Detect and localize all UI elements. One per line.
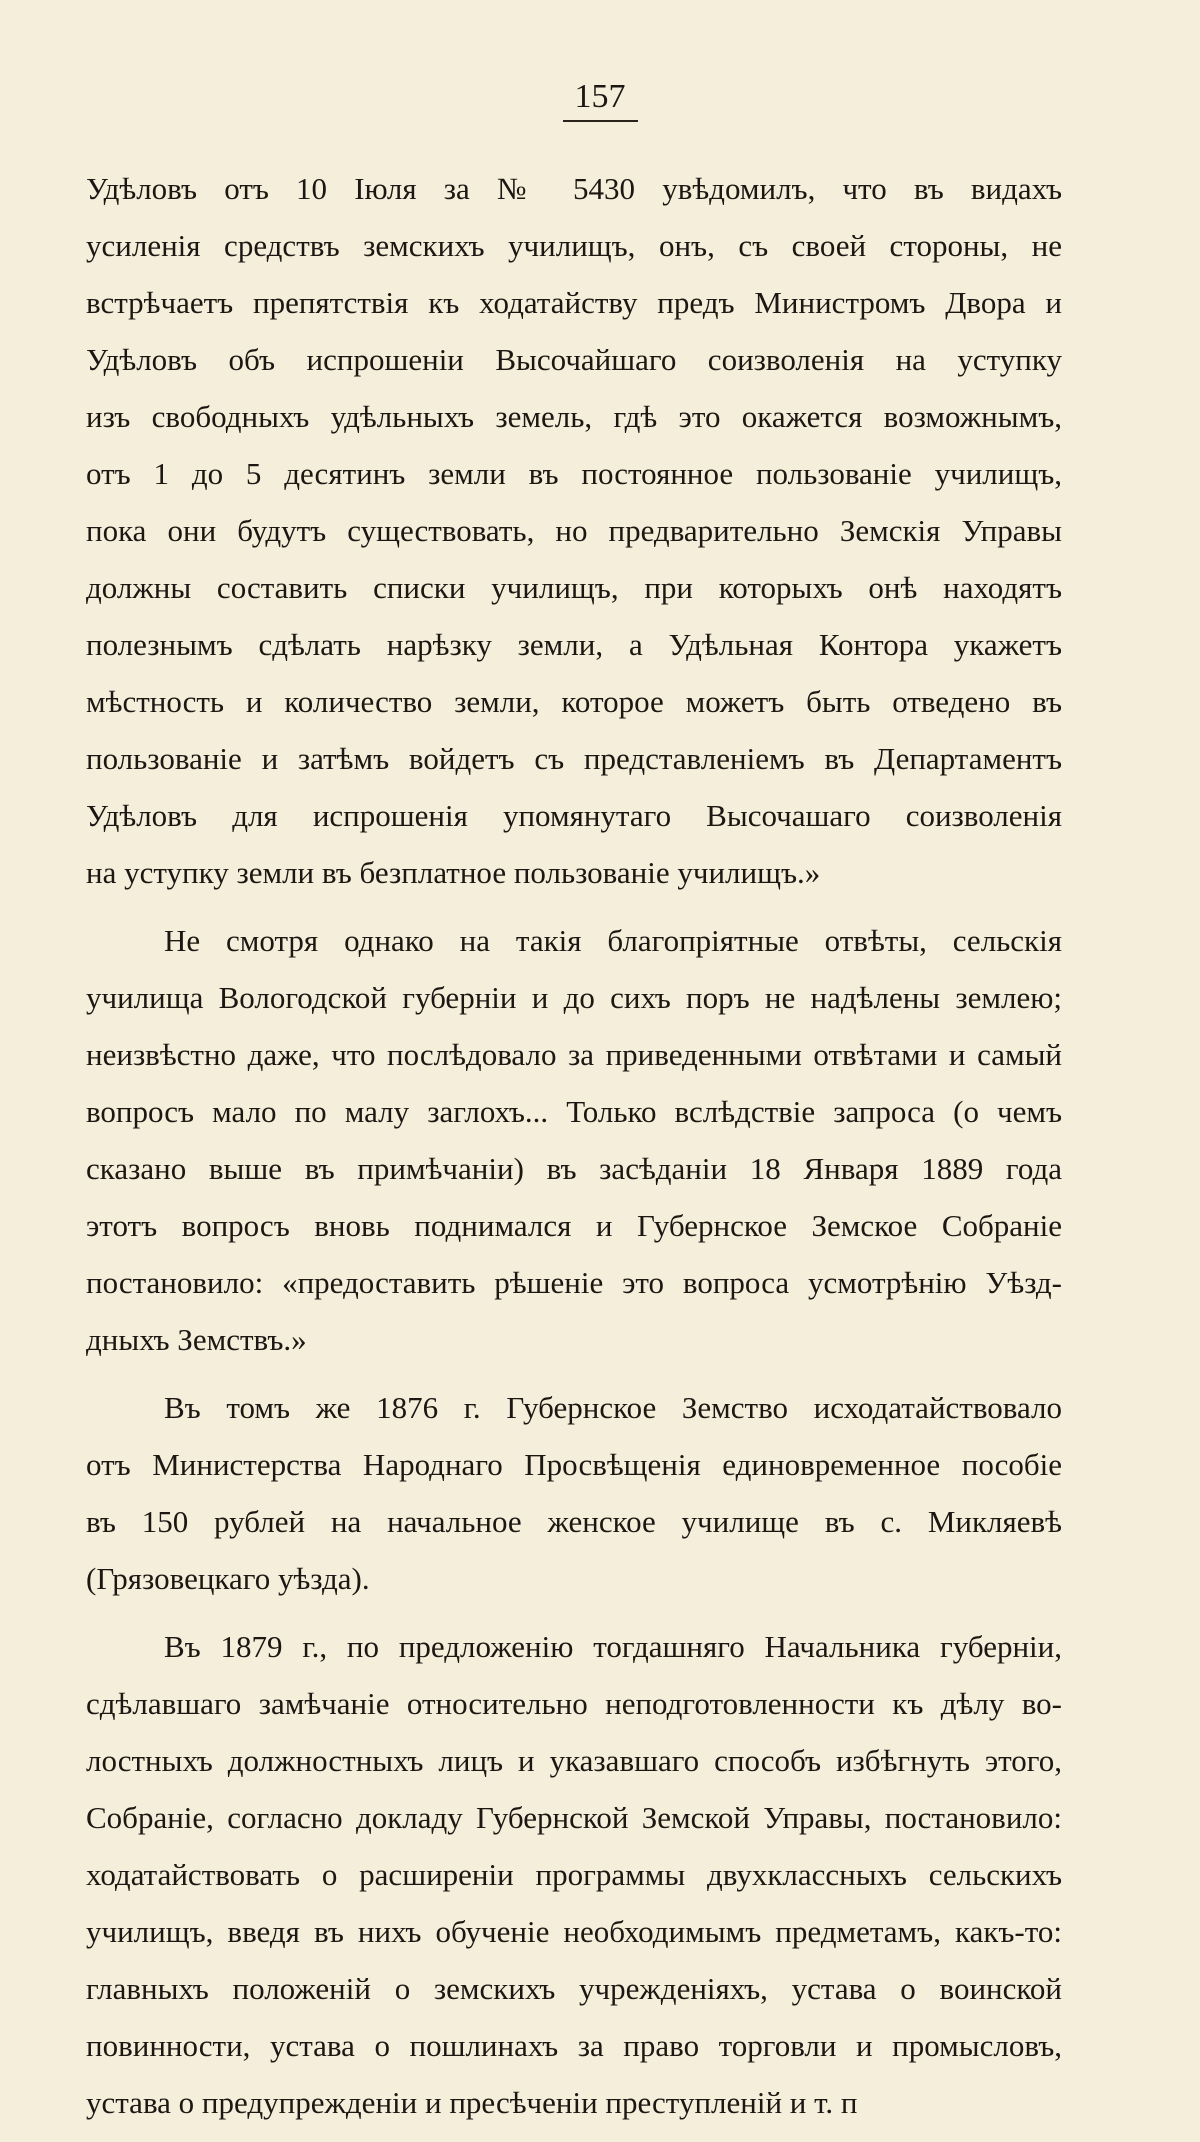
text-line: дныхъ Земствъ.» — [86, 1322, 307, 1357]
page-number-text: 157 — [563, 78, 638, 122]
text-line: ходатайствовать о расширеніи программы двухклассныхъ сельскихъ — [86, 1857, 1062, 1892]
text-line: (Грязовецкаго уѣзда). — [86, 1561, 370, 1596]
text-line: сказано выше въ примѣчаніи) въ засѣданіи 18 Января 1889 года — [86, 1151, 1062, 1186]
text-line: пока они будутъ существовать, но предварительно Земскія Управы — [86, 513, 1062, 548]
text-line: Удѣловъ отъ 10 Іюля за № 5430 увѣдомилъ, что въ видахъ — [86, 171, 1062, 206]
text-line: должны составить списки училищъ, при которыхъ онѣ находятъ — [86, 570, 1062, 605]
text-line: на уступку земли въ безплатное пользованіе училищъ.» — [86, 855, 821, 890]
paragraph — [86, 160, 1062, 901]
text-line: лостныхъ должностныхъ лицъ и указавшаго способъ избѣгнуть этого, — [86, 1743, 1062, 1778]
text-line: отъ Министерства Народнаго Просвѣщенія единовременное пособіе — [86, 1447, 1062, 1482]
text-line: главныхъ положеній о земскихъ учрежденіяхъ, устава о воинской — [86, 1971, 1062, 2006]
text-line: Въ 1879 г., по предложенію тогдашняго Начальника губерніи, — [164, 1629, 1062, 1664]
text-line: полезнымъ сдѣлать нарѣзку земли, а Удѣльная Контора укажетъ — [86, 627, 1062, 662]
paragraph — [86, 1618, 1062, 2131]
text-line: сдѣлавшаго замѣчаніе относительно неподготовленности къ дѣлу во- — [86, 1686, 1062, 1721]
text-line: повинности, устава о пошлинахъ за право торговли и промысловъ, — [86, 2028, 1062, 2063]
paragraph — [86, 1379, 1062, 1607]
text-line: училища Вологодской губерніи и до сихъ поръ не надѣлены землею; — [86, 980, 1062, 1015]
text-line: Удѣловъ объ испрошеніи Высочайшаго соизволенія на уступку — [86, 342, 1062, 377]
text-line: Въ томъ же 1876 г. Губернское Земство исходатайствовало — [164, 1390, 1062, 1425]
text-line: Собраніе, согласно докладу Губернской Земской Управы, постановило: — [86, 1800, 1062, 1835]
text-line: вопросъ мало по малу заглохъ... Только вслѣдствіе запроса (о чемъ — [86, 1094, 1062, 1129]
text-line: отъ 1 до 5 десятинъ земли въ постоянное пользованіе училищъ, — [86, 456, 1062, 491]
text-line: Не смотря однако на такія благопріятные отвѣты, сельскія — [164, 923, 1062, 958]
text-line: неизвѣстно даже, что послѣдовало за приведенными отвѣтами и самый — [86, 1037, 1062, 1072]
text-line: мѣстность и количество земли, которое можетъ быть отведено въ — [86, 684, 1062, 719]
paragraph — [86, 912, 1062, 1368]
text-line: изъ свободныхъ удѣльныхъ земель, гдѣ это окажется возможнымъ, — [86, 399, 1062, 434]
text-line: усиленія средствъ земскихъ училищъ, онъ, съ своей стороны, не — [86, 228, 1062, 263]
body-text — [86, 160, 1062, 2142]
text-line: Удѣловъ для испрошенія упомянутаго Высочашаго соизволенія — [86, 798, 1062, 833]
text-line: постановило: «предоставить рѣшеніе это вопроса усмотрѣнію Уѣзд- — [86, 1265, 1062, 1300]
text-line: училищъ, введя въ нихъ обученіе необходимымъ предметамъ, какъ-то: — [86, 1914, 1062, 1949]
text-line: этотъ вопросъ вновь поднимался и Губернское Земское Собраніе — [86, 1208, 1062, 1243]
page-number — [0, 78, 1200, 122]
text-line: устава о предупрежденіи и пресѣченіи преступленій и т. п — [86, 2085, 858, 2120]
text-line: въ 150 рублей на начальное женское училище въ с. Микляевѣ — [86, 1504, 1062, 1539]
text-line: встрѣчаетъ препятствія къ ходатайству предъ Министромъ Двора и — [86, 285, 1062, 320]
text-line: пользованіе и затѣмъ войдетъ съ представленіемъ въ Департаментъ — [86, 741, 1062, 776]
